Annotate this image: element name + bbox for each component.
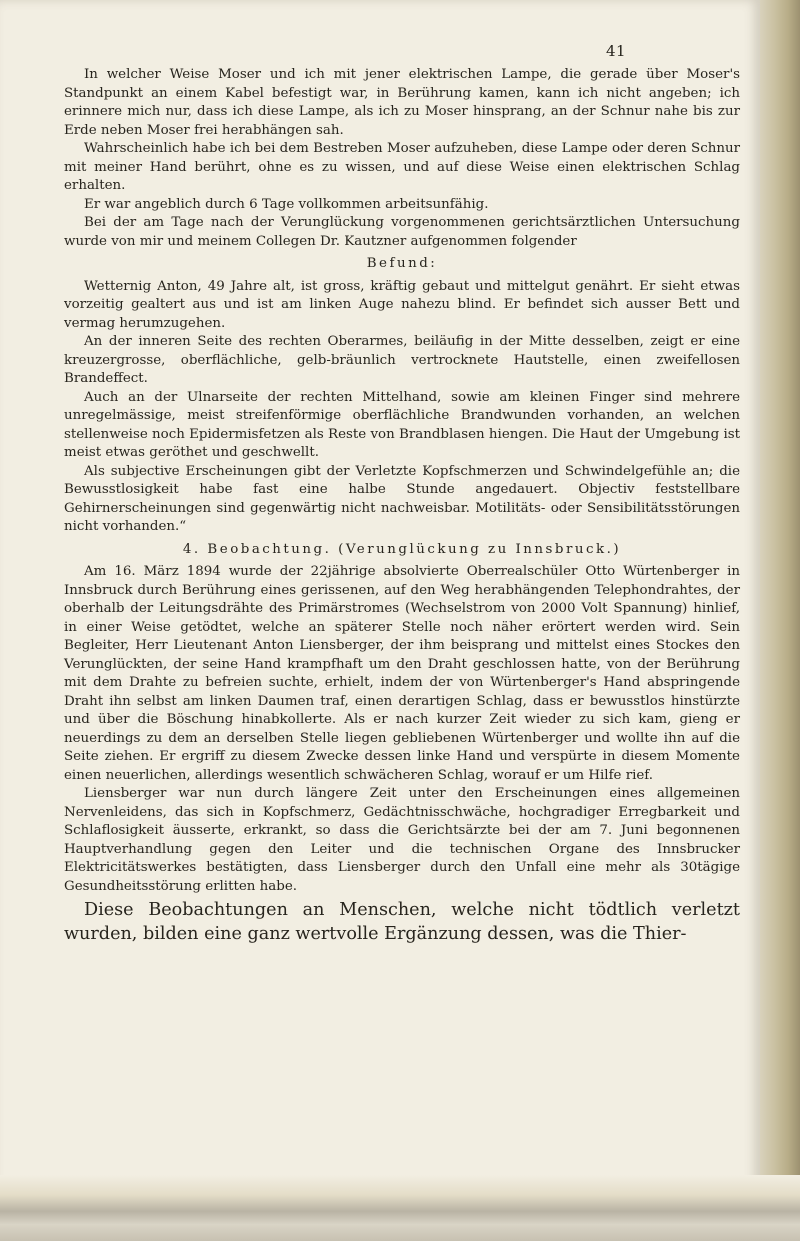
closing-paragraph: Diese Beobachtungen an Menschen, welche nicht tödtlich verletzt wurden, bilden eine ganz wertvolle Ergänzung dessen, was die Thier-: [64, 900, 740, 944]
section-paragraph: Am 16. März 1894 wurde der 22jährige absolvierte Oberrealschüler Otto Würtenberger in Innsbruck durch Berührung eines gerissenen, auf den Weg herabhängenden Telephondrahtes, der oberhalb der Leitungsdrähte des Primärstromes (Wechselstrom von 2000 Volt Spannung) hinlief, in einer Weise getödtet, welche an späterer Stelle noch näher erörtert werden wird. Sein Begleiter, Herr Lieutenant Anton Liensberger, der ihm beisprang und mittelst eines Stockes den Verunglückten, der seine Hand krampfhaft um den Draht geschlossen hatte, von der Berührung mit dem Drahte zu befreien suchte, erhielt, indem der von Würtenberger's Hand abspringende Draht ihn selbst am linken Daumen traf, einen derartigen Schlag, dass er bewusstlos hinstürzte und über die Böschung hinabkollerte. Als er nach kurzer Zeit wieder zu sich kam, gieng er neuerdings zu dem an derselben Stelle liegen gebliebenen Würtenberger und wollte ihn auf die Seite ziehen. Er ergriff zu diesem Zwecke dessen linke Hand und verspürte in diesem Momente einen neuerlichen, allerdings wesentlich schwächeren Schlag, worauf er um Hilfe rief.: [64, 564, 740, 783]
body-text: [64, 66, 740, 946]
befund-paragraph: Wetternig Anton, 49 Jahre alt, ist gross, kräftig gebaut und mittelgut genährt. Er sieht etwas vorzeitig gealtert aus und ist am linken Auge nahezu blind. Er befindet sich ausser Bett und vermag herumzugehen.: [64, 278, 740, 331]
paragraph: Bei der am Tage nach der Verunglückung vorgenommenen gerichtsärztlichen Untersuchung wurde von mir und meinem Collegen Dr. Kautzner aufgenommen folgender: [64, 215, 740, 249]
page-number: 41: [606, 42, 627, 60]
section-paragraph: Liensberger war nun durch längere Zeit unter den Erscheinungen eines allgemeinen Nervenleidens, das sich in Kopfschmerz, Gedächtnisschwäche, hochgradiger Erregbarkeit und Schlaflosigkeit äusserte, erkrankt, so dass die Gerichtsärzte bei der am 7. Juni begonnenen Hauptverhandlung gegen den Leiter und die technischen Organe des Innsbrucker Elektricitätswerkes bestätigten, dass Liensberger durch den Unfall eine mehr als 30tägige Gesundheitsstörung erlitten habe.: [64, 786, 740, 894]
section-heading: 4. Beobachtung. (Verunglückung zu Innsbruck.): [182, 541, 622, 557]
paragraph: Wahrscheinlich habe ich bei dem Bestreben Moser aufzuheben, diese Lampe oder deren Schnur mit meiner Hand berührt, ohne es zu wissen, und auf diese Weise einen elektrischen Schlag erhalten.: [64, 141, 740, 193]
book-spine-edge: [760, 0, 800, 1241]
page-bottom-edge: [0, 1175, 800, 1241]
befund-paragraph: Als subjective Erscheinungen gibt der Verletzte Kopfschmerzen und Schwindelgefühle an; die Bewusstlosigkeit habe fast eine halbe Stunde angedauert. Objectiv feststellbare Gehirnerscheinungen sind gegenwärtig nicht nachweisbar. Motilitäts- oder Sensibilitätsstörungen nicht vorhanden.“: [64, 463, 740, 534]
paragraph: Er war angeblich durch 6 Tage vollkommen arbeitsunfähig.: [84, 196, 489, 212]
befund-paragraph: Auch an der Ulnarseite der rechten Mittelhand, sowie am kleinen Finger sind mehrere unregelmässige, meist streifenförmige oberflächliche Brandwunden vorhanden, an welchen stellenweise noch Epidermisfetzen als Reste von Brandblasen hiengen. Die Haut der Umgebung ist meist etwas geröthet und geschwellt.: [64, 389, 740, 460]
befund-heading: Befund:: [366, 256, 438, 271]
paragraph: In welcher Weise Moser und ich mit jener elektrischen Lampe, die gerade über Moser's Standpunkt an einem Kabel befestigt war, in Berührung kamen, kann ich nicht angeben; ich erinnere mich nur, dass ich diese Lampe, als ich zu Moser hinsprang, an der Schnur nahe bis zur Erde neben Moser frei herabhängen sah.: [64, 67, 740, 138]
befund-paragraph: An der inneren Seite des rechten Oberarmes, beiläufig in der Mitte desselben, zeigt er eine kreuzergrosse, oberflächliche, gelb-bräunlich vertrocknete Hautstelle, einen zweifellosen Brandeffect.: [64, 334, 740, 386]
